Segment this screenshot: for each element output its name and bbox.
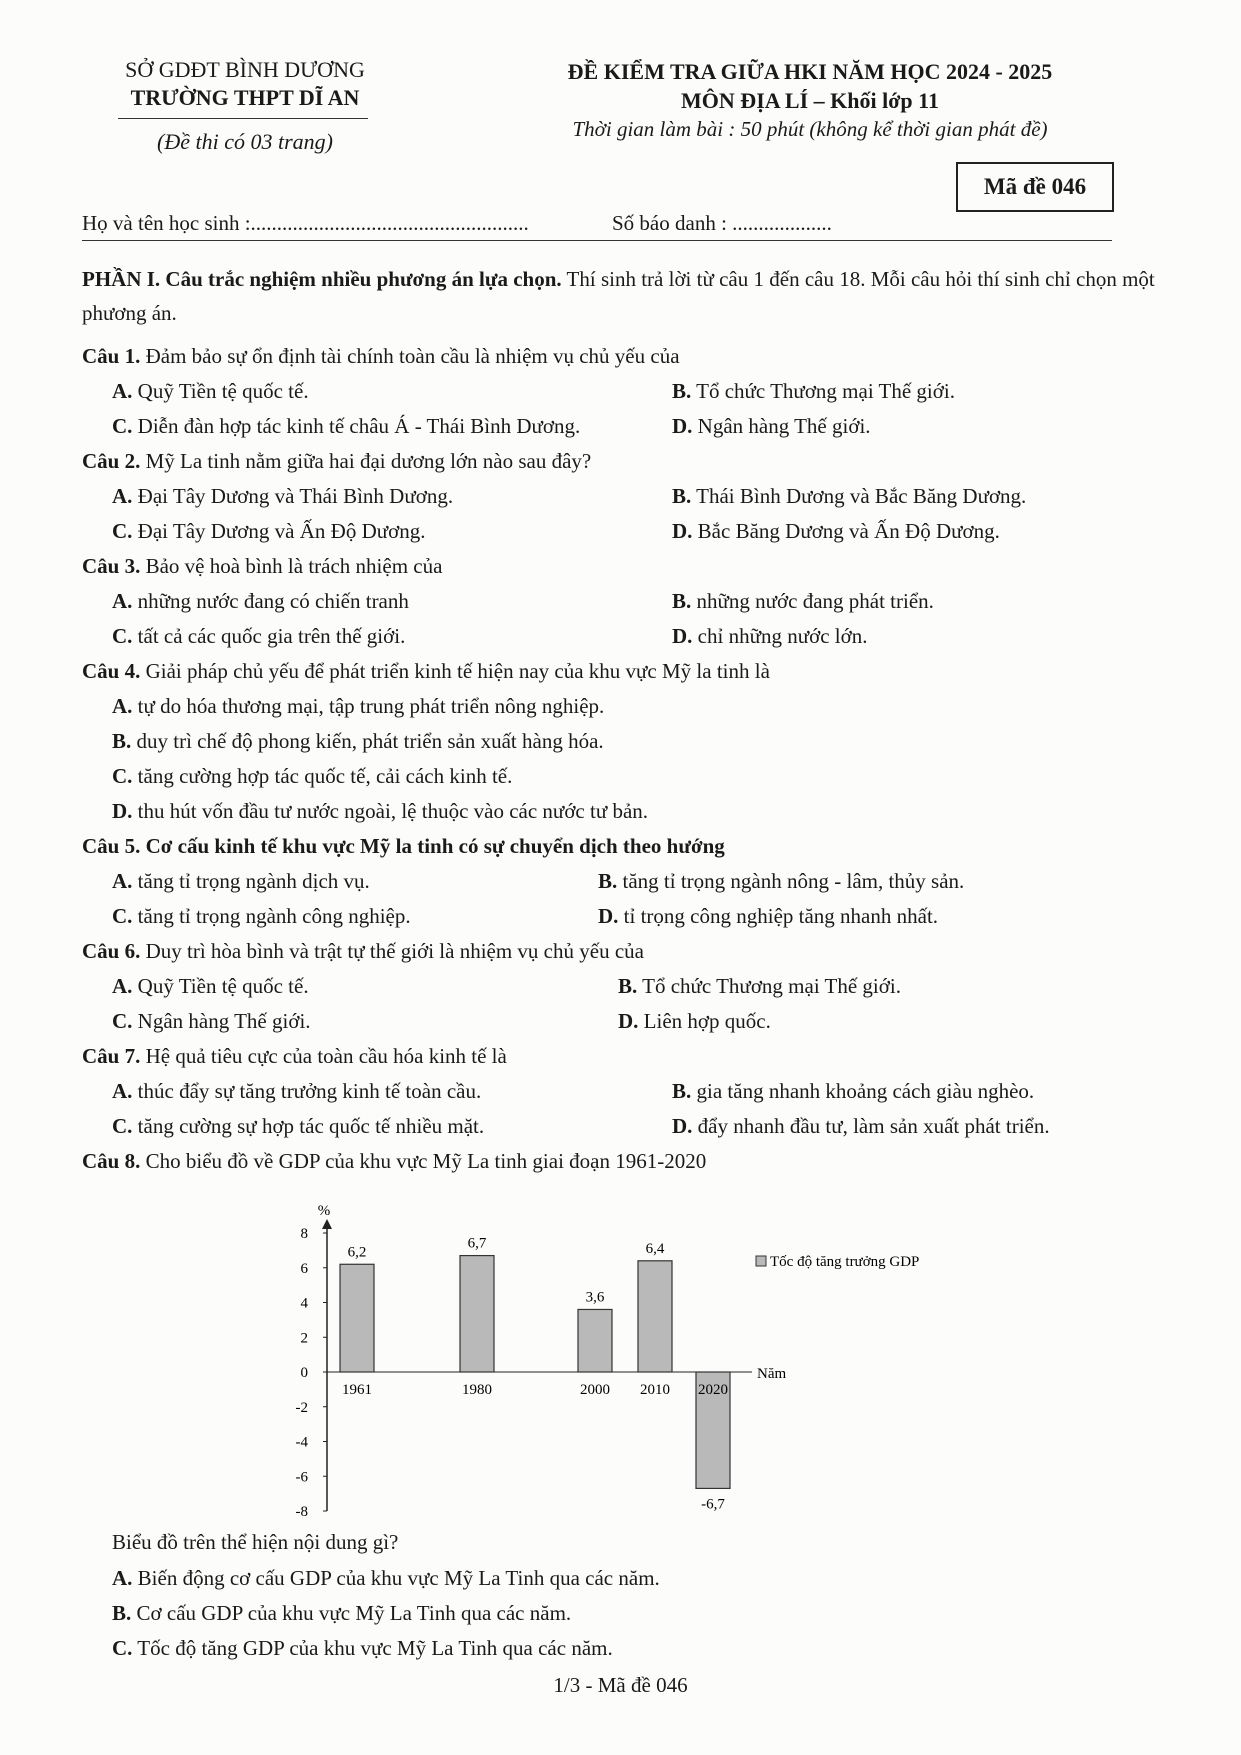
option-text: tăng cường sự hợp tác quốc tế nhiều mặt. <box>132 1114 485 1138</box>
option-text: chỉ những nước lớn. <box>692 624 868 648</box>
option-text: gia tăng nhanh khoảng cách giàu nghèo. <box>691 1079 1035 1103</box>
option-text: Quỹ Tiền tệ quốc tế. <box>132 974 309 998</box>
option-text: Liên hợp quốc. <box>638 1009 771 1033</box>
y-tick-label: 8 <box>300 1226 308 1242</box>
option-label: D. <box>672 519 693 543</box>
option-text: Cơ cấu GDP của khu vực Mỹ La Tinh qua các năm. <box>131 1601 572 1625</box>
option-label: B. <box>618 974 638 998</box>
question-text: Mỹ La tinh nằm giữa hai đại dương lớn nào sau đây? <box>140 449 592 473</box>
option-label: B. <box>672 1079 692 1103</box>
option-label: A. <box>112 974 133 998</box>
question-label: Câu 1. <box>82 344 141 368</box>
question-text: Đảm bảo sự ổn định tài chính toàn cầu là nhiệm vụ chủ yếu của <box>140 344 680 368</box>
option-text: Tổ chức Thương mại Thế giới. <box>691 379 955 403</box>
pages-note: (Đề thi có 03 trang) <box>157 129 333 154</box>
option-label: C. <box>112 1009 133 1033</box>
option-text: Bắc Băng Dương và Ấn Độ Dương. <box>692 519 1000 543</box>
data-label: 6,4 <box>645 1240 665 1257</box>
option-text: thúc đẩy sự tăng trưởng kinh tế toàn cầu. <box>132 1079 482 1103</box>
option-text: Diễn đàn hợp tác kinh tế châu Á - Thái Bình Dương. <box>132 414 581 438</box>
legend-swatch <box>756 1256 766 1266</box>
option-text: duy trì chế độ phong kiến, phát triển sản xuất hàng hóa. <box>131 729 604 753</box>
x-tick-label: 2020 <box>698 1382 728 1398</box>
y-tick-label: 0 <box>300 1365 308 1381</box>
option-label: C. <box>112 414 133 438</box>
option-text: Đại Tây Dương và Thái Bình Dương. <box>132 484 454 508</box>
bar-2010 <box>638 1261 672 1372</box>
option-text: Ngân hàng Thế giới. <box>132 1009 311 1033</box>
bar-2000 <box>578 1309 612 1372</box>
option-label: A. <box>112 694 133 718</box>
y-tick-label: -8 <box>295 1504 308 1520</box>
student-id-field: Số báo danh : ................... <box>612 211 832 235</box>
subject: MÔN ĐỊA LÍ – Khối lớp 11 <box>681 88 939 113</box>
question-text: Hệ quả tiêu cực của toàn cầu hóa kinh tế là <box>140 1044 507 1068</box>
time-note: Thời gian làm bài : 50 phút (không kể thời gian phát đề) <box>572 117 1048 141</box>
question-label: Câu 7. <box>82 1044 141 1068</box>
option-label: C. <box>112 519 133 543</box>
option-text: Ngân hàng Thế giới. <box>692 414 871 438</box>
option-text: những nước đang có chiến tranh <box>132 589 409 613</box>
q8-subquestion: Biểu đồ trên thể hiện nội dung gì? <box>112 1530 399 1554</box>
exam-code: Mã đề 046 <box>983 174 1087 199</box>
part1-instruction: Thí sinh trả lời từ câu 1 đến câu 18. Mỗi câu hỏi thí sinh chỉ chọn một phương án. <box>82 267 1155 325</box>
option-text: thu hút vốn đầu tư nước ngoài, lệ thuộc vào các nước tư bản. <box>132 799 649 823</box>
y-tick-label: -2 <box>295 1399 308 1416</box>
option-label: C. <box>112 764 133 788</box>
option-text: Đại Tây Dương và Ấn Độ Dương. <box>132 519 426 543</box>
option-label: C. <box>112 624 133 648</box>
page-footer: 1/3 - Mã đề 046 <box>553 1673 688 1697</box>
x-tick-label: 1961 <box>342 1382 372 1398</box>
option-label: D. <box>672 414 693 438</box>
y-axis-arrow <box>322 1219 332 1229</box>
option-text: Quỹ Tiền tệ quốc tế. <box>132 379 309 403</box>
question-label: Câu 5. <box>82 834 141 858</box>
question-text: Bảo vệ hoà bình là trách nhiệm của <box>140 554 443 578</box>
option-label: A. <box>112 1079 133 1103</box>
option-label: D. <box>672 1114 693 1138</box>
question-label: Câu 4. <box>82 659 141 683</box>
question-label: Câu 8. <box>82 1149 141 1173</box>
option-text: những nước đang phát triển. <box>691 589 934 613</box>
question-label: Câu 6. <box>82 939 141 963</box>
option-label: B. <box>672 484 692 508</box>
exam-title: ĐỀ KIỂM TRA GIỮA HKI NĂM HỌC 2024 - 2025 <box>567 59 1053 84</box>
legend-label: Tốc độ tăng trưởng GDP <box>770 1254 920 1270</box>
q8-option-a[interactable] <box>112 1566 660 1591</box>
option-text: tăng tỉ trọng ngành nông - lâm, thủy sản. <box>617 869 965 893</box>
option-label: B. <box>112 1601 132 1625</box>
option-text: tất cả các quốc gia trên thế giới. <box>132 624 406 648</box>
data-label: 6,7 <box>467 1235 487 1252</box>
option-label: B. <box>672 589 692 613</box>
part1-title: PHẦN I. Câu trắc nghiệm nhiều phương án lựa chọn. <box>82 267 562 291</box>
y-tick-label: 4 <box>300 1295 308 1312</box>
option-label: D. <box>618 1009 639 1033</box>
option-text: Tổ chức Thương mại Thế giới. <box>637 974 901 998</box>
option-label: C. <box>112 904 133 928</box>
option-label: A. <box>112 869 133 893</box>
option-text: tỉ trọng công nghiệp tăng nhanh nhất. <box>618 904 939 928</box>
q8-option-b[interactable] <box>112 1601 571 1626</box>
x-tick-label: 2010 <box>640 1382 670 1398</box>
data-label: 3,6 <box>585 1289 605 1306</box>
data-label: -6,7 <box>701 1496 725 1513</box>
question-text: Duy trì hòa bình và trật tự thế giới là nhiệm vụ chủ yếu của <box>140 939 644 963</box>
y-tick-label: 2 <box>300 1330 308 1347</box>
x-tick-label: 1980 <box>462 1382 492 1398</box>
bar-1980 <box>460 1256 494 1372</box>
option-label: B. <box>672 379 692 403</box>
x-axis-label: Năm <box>757 1366 787 1382</box>
option-label: C. <box>112 1636 133 1660</box>
question-text: Cho biểu đồ về GDP của khu vực Mỹ La tinh giai đoạn 1961-2020 <box>140 1149 707 1173</box>
option-text: Biến động cơ cấu GDP của khu vực Mỹ La Tinh qua các năm. <box>132 1566 660 1590</box>
option-text: tự do hóa thương mại, tập trung phát triển nông nghiệp. <box>132 694 605 718</box>
option-label: A. <box>112 1566 133 1590</box>
y-axis-unit: % <box>317 1203 331 1219</box>
data-label: 6,2 <box>347 1244 367 1261</box>
option-text: Thái Bình Dương và Bắc Băng Dương. <box>691 484 1027 508</box>
student-name-field: Họ và tên học sinh :..................................................... <box>82 211 529 235</box>
y-tick-label: 6 <box>300 1260 308 1277</box>
option-label: D. <box>598 904 619 928</box>
bar-1961 <box>340 1264 374 1372</box>
department: SỞ GDĐT BÌNH DƯƠNG <box>125 57 365 82</box>
option-label: B. <box>598 869 618 893</box>
option-label: A. <box>112 484 133 508</box>
option-label: A. <box>112 589 133 613</box>
option-text: tăng tỉ trọng ngành dịch vụ. <box>132 869 370 893</box>
question-label: Câu 3. <box>82 554 141 578</box>
question-text: Cơ cấu kinh tế khu vực Mỹ la tinh có sự chuyển dịch theo hướng <box>140 834 725 858</box>
option-label: B. <box>112 729 132 753</box>
question-label: Câu 2. <box>82 449 141 473</box>
y-tick-label: -6 <box>295 1469 308 1486</box>
option-label: C. <box>112 1114 133 1138</box>
q8-option-c[interactable] <box>112 1636 613 1661</box>
option-label: A. <box>112 379 133 403</box>
option-text: Tốc độ tăng GDP của khu vực Mỹ La Tinh qua các năm. <box>132 1636 613 1660</box>
option-label: D. <box>672 624 693 648</box>
school-name: TRƯỜNG THPT DĨ AN <box>130 85 360 110</box>
x-tick-label: 2000 <box>580 1382 610 1398</box>
option-label: D. <box>112 799 133 823</box>
question-text: Giải pháp chủ yếu để phát triển kinh tế hiện nay của khu vực Mỹ la tinh là <box>140 659 770 683</box>
option-text: đẩy nhanh đầu tư, làm sản xuất phát triển. <box>692 1114 1050 1138</box>
option-text: tăng tỉ trọng ngành công nghiệp. <box>132 904 411 928</box>
y-tick-label: -4 <box>295 1434 308 1451</box>
option-text: tăng cường hợp tác quốc tế, cải cách kinh tế. <box>132 764 513 788</box>
